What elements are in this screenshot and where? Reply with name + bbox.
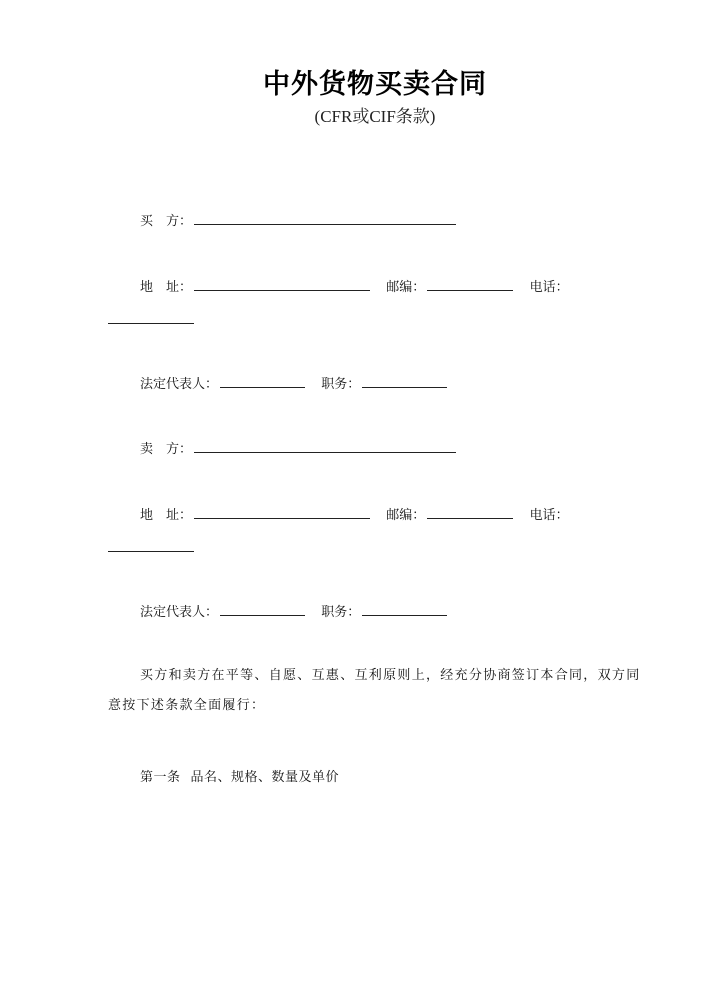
seller-address-row <box>140 505 569 525</box>
buyer-name-row <box>140 211 458 231</box>
seller-rep-label: 法定代表人： <box>140 605 219 620</box>
buyer-postcode-label: 邮编： <box>386 280 426 295</box>
seller-postcode-label: 邮编： <box>386 508 426 523</box>
buyer-rep-label: 法定代表人： <box>140 377 219 392</box>
buyer-position-label: 职务： <box>321 377 361 392</box>
seller-position-label: 职务： <box>321 605 361 620</box>
seller-rep-field[interactable] <box>220 602 305 616</box>
article-1-title: 品名、规格、数量及单价 <box>190 770 340 785</box>
buyer-label: 买 方： <box>140 214 193 229</box>
seller-position-field[interactable] <box>362 602 447 616</box>
buyer-phone-field[interactable] <box>108 310 194 324</box>
seller-name-row <box>140 439 458 459</box>
seller-postcode-field[interactable] <box>427 505 513 519</box>
article-1-number: 第一条 <box>140 770 181 785</box>
seller-rep-row <box>140 602 449 622</box>
preamble-paragraph: 买方和卖方在平等、自愿、互惠、互利原则上，经充分协商签订本合同，双方同意按下述条款全面履行： <box>108 668 641 713</box>
seller-name-field[interactable] <box>194 439 456 453</box>
buyer-phone-row <box>108 310 196 330</box>
buyer-postcode-field[interactable] <box>427 277 513 291</box>
buyer-address-row <box>140 277 569 297</box>
buyer-rep-field[interactable] <box>220 374 305 388</box>
seller-phone-label: 电话： <box>529 508 569 523</box>
document-title: 中外货物买卖合同 <box>263 69 487 100</box>
seller-phone-row <box>108 538 196 558</box>
article-1-heading <box>140 766 339 785</box>
document-subtitle: (CFR或CIF条款) <box>314 107 436 126</box>
seller-phone-field[interactable] <box>108 538 194 552</box>
seller-label: 卖 方： <box>140 442 193 457</box>
buyer-phone-label: 电话： <box>529 280 569 295</box>
buyer-address-label: 地 址： <box>140 280 193 295</box>
buyer-rep-row <box>140 374 449 394</box>
buyer-name-field[interactable] <box>194 211 456 225</box>
buyer-address-field[interactable] <box>194 277 370 291</box>
seller-address-field[interactable] <box>194 505 370 519</box>
buyer-position-field[interactable] <box>362 374 447 388</box>
seller-address-label: 地 址： <box>140 508 193 523</box>
